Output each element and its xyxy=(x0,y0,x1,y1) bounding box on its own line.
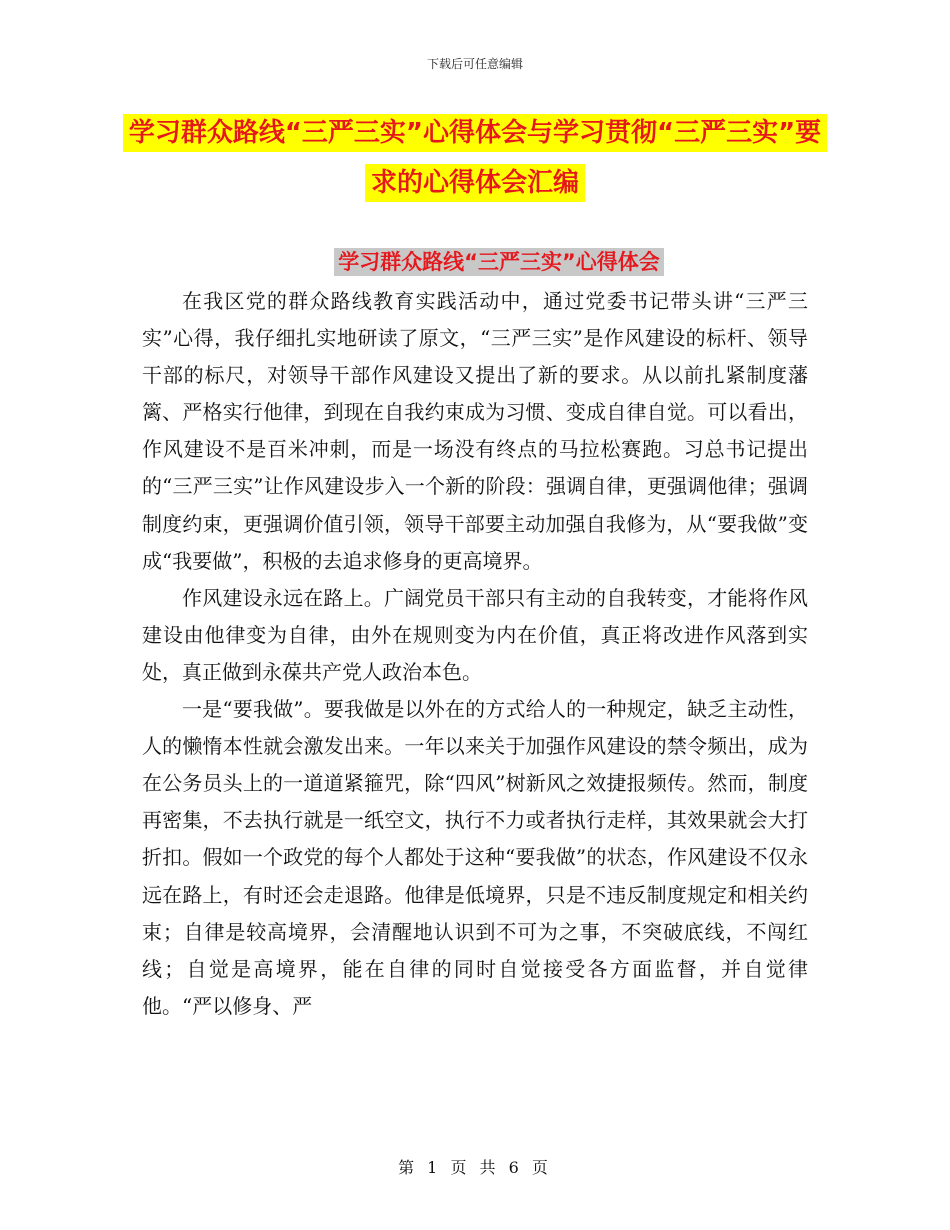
section-heading-text: 学习群众路线“三严三实”心得体会 xyxy=(334,248,664,276)
document-body xyxy=(142,283,808,1025)
document-title xyxy=(120,108,830,208)
paragraph: 在我区党的群众路线教育实践活动中，通过党委书记带头讲“三严三实”心得，我仔细扎实地研读了原文，“三严三实”是作风建设的标杆、领导干部的标尺，对领导干部作风建设又提出了新的要求。从以前扎紧制度藩篱、严格实行他律，到现在自我约束成为习惯、变成自律自觉。可以看出，作风建设不是百米冲刺，而是一场没有终点的马拉松赛跑。习总书记提出的“三严三实”让作风建设步入一个新的阶段：强调自律，更强调他律；强调制度约束，更强调价值引领，领导干部要主动加强自我修为，从“要我做”变成“我要做”，积极的去追求修身的更高境界。 xyxy=(142,289,808,573)
document-title-text: 学习群众路线“三严三实”心得体会与学习贯彻“三严三实”要求的心得体会汇编 xyxy=(123,114,827,202)
page-header-note: 下载后可任意编辑 xyxy=(426,57,523,71)
page-number: 第 1 页 共 6 页 xyxy=(398,1158,552,1177)
paragraph: 作风建设永远在路上。广阔党员干部只有主动的自我转变，才能将作风建设由他律变为自律，由外在规则变为内在价值，真正将改进作风落到实处，真正做到永葆共产党人政治本色。 xyxy=(142,585,808,684)
paragraph: 一是“要我做”。要我做是以外在的方式给人的一种规定，缺乏主动性，人的懒惰本性就会激发出来。一年以来关于加强作风建设的禁令频出，成为在公务员头上的一道道紧箍咒，除“四风”树新风之效捷报频传。然而，制度再密集，不去执行就是一纸空文，执行不力或者执行走样，其效果就会大打折扣。假如一个政党的每个人都处于这种“要我做”的状态，作风建设不仅永远在路上，有时还会走退路。他律是低境界，只是不违反制度规定和相关约束；自律是较高境界，会清醒地认识到不可为之事，不突破底线，不闯红线；自觉是高境界，能在自律的同时自觉接受各方面监督，并自觉律他。“严以修身、严 xyxy=(142,697,808,1018)
section-heading xyxy=(0,246,950,276)
